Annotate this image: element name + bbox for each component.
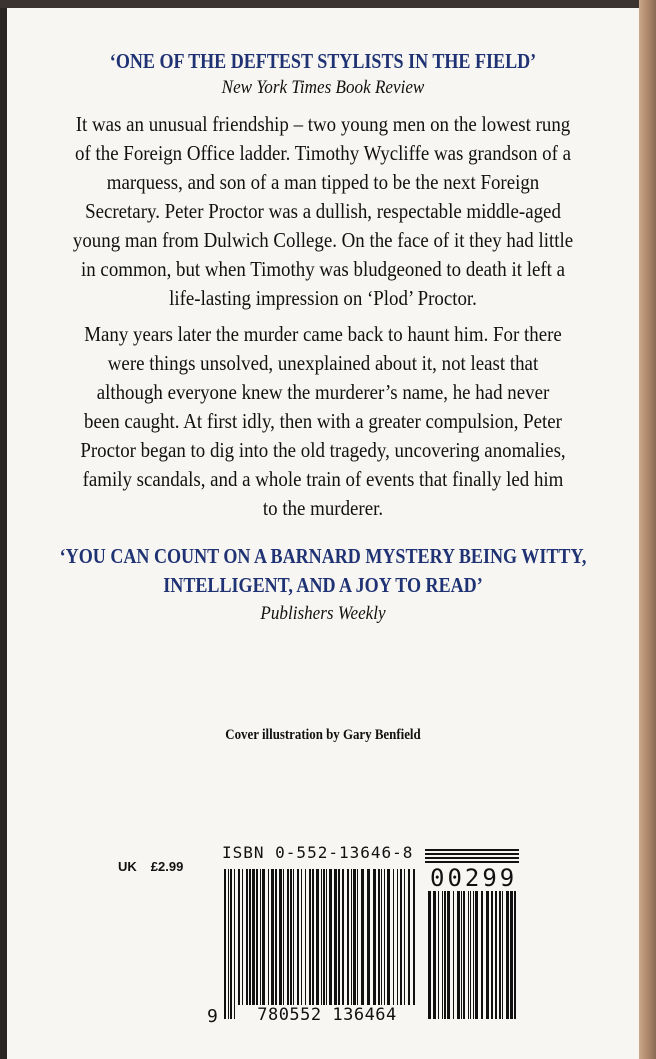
blurb-line: were things unsolved, unexplained about it, not least that [107, 351, 539, 375]
barcode-bar [334, 869, 337, 1019]
barcode-bar [481, 891, 483, 1019]
barcode-bar [260, 869, 261, 1019]
barcode-bar [468, 891, 469, 1019]
blurb-paragraph-1 [7, 110, 639, 313]
barcode-bar [473, 891, 474, 1019]
barcode-bar [252, 869, 255, 1019]
barcode-bar [271, 869, 274, 1019]
barcode-bar [413, 869, 415, 1019]
barcode-bar [242, 869, 243, 1019]
barcode-bar [495, 891, 497, 1019]
barcode-bar [408, 869, 410, 1019]
blurb-line: Many years later the murder came back to haunt him. For there [84, 322, 562, 346]
barcode-bar [323, 869, 325, 1019]
top-review-quote: ‘ONE OF THE DEFTEST STYLISTS IN THE FIELD’ [109, 49, 537, 73]
barcode-bar [297, 869, 299, 1019]
barcode-bar [312, 869, 314, 1019]
barcode-bar [249, 869, 251, 1019]
blurb-line: It was an unusual friendship – two young men on the lowest rung [75, 112, 571, 136]
blurb-line: although everyone knew the murderer’s name, he had never [96, 380, 550, 404]
barcode-bar [268, 869, 269, 1019]
barcode-bar [384, 869, 385, 1019]
blurb-line: marquess, and son of a man tipped to be the next Foreign [106, 170, 540, 194]
barcode-bar [447, 891, 450, 1019]
barcode-bar [279, 869, 282, 1019]
blurb-paragraph-2 [7, 320, 639, 523]
barcode-bar [309, 869, 311, 1019]
barcode-bar [457, 891, 460, 1019]
barcode-bar [347, 869, 349, 1019]
barcode-bar [428, 891, 431, 1019]
bottom-review-source: Publishers Weekly [260, 603, 386, 624]
barcode-bar [438, 891, 439, 1019]
ean-barcode [224, 869, 418, 1019]
top-review-source: New York Times Book Review [221, 77, 425, 98]
barcode-bar [444, 891, 446, 1019]
barcode-bar [301, 869, 302, 1019]
ean-digits-text: 780552 136464 [257, 1005, 397, 1025]
barcode-bar [361, 869, 364, 1019]
barcode-bar [499, 891, 501, 1019]
barcode-bar [228, 869, 229, 1019]
price-region: UK [118, 859, 137, 874]
barcode-bar [506, 891, 509, 1019]
bottom-review-quote-line-1: ‘YOU CAN COUNT ON A BARNARD MYSTERY BEING WITTY, [59, 544, 587, 568]
barcode-bar [262, 869, 265, 1019]
blurb-line: young man from Dulwich College. On the face of it they had little [72, 228, 574, 252]
barcode-bar [453, 891, 454, 1019]
isbn-text: ISBN 0-552-13646-8 [222, 843, 414, 862]
barcode-bar [290, 869, 292, 1019]
barcode-bar [256, 869, 258, 1019]
barcode-bar [338, 869, 340, 1019]
book-spine-edge [639, 0, 656, 1059]
barcode-bar [387, 869, 390, 1019]
barcode-bar [234, 869, 235, 1019]
barcode-bar [491, 891, 493, 1019]
barcode-bar [510, 891, 513, 1019]
bottom-review-quote-line-2: INTELLIGENT, AND A JOY TO READ’ [163, 573, 483, 597]
blurb-line: in common, but when Timothy was bludgeoned to death it left a [80, 257, 566, 281]
ean-first-digit: 9 [207, 1006, 218, 1027]
blurb-line: life-lasting impression on ‘Plod’ Proctor. [169, 286, 477, 310]
barcode-bar [351, 869, 352, 1019]
barcode-bar [514, 891, 516, 1019]
barcode-bar [326, 869, 327, 1019]
blurb-line: to the murderer. [262, 496, 384, 520]
barcode-bar [461, 891, 462, 1019]
addon-number: 00299 [430, 864, 518, 892]
book-top-edge [0, 0, 656, 8]
barcode-bar [400, 869, 402, 1019]
barcode-bar [442, 891, 443, 1019]
barcode-bar [230, 869, 232, 1019]
price-amount: £2.99 [150, 859, 184, 874]
barcode-bar [353, 869, 356, 1019]
barcode-bar [486, 891, 489, 1019]
barcode-bar [397, 869, 398, 1019]
blurb-line: been caught. At first idly, then with a greater compulsion, Peter [84, 409, 562, 433]
barcode-bar [224, 869, 226, 1019]
isbn-rule-lines [425, 849, 519, 863]
barcode-bar [305, 869, 306, 1019]
barcode-bar [433, 891, 436, 1019]
addon-barcode [428, 891, 520, 1019]
barcode-bar [316, 869, 319, 1019]
barcode-bar [381, 869, 382, 1019]
ean-digits [236, 1005, 418, 1025]
barcode-bar [470, 891, 471, 1019]
blurb-line: of the Foreign Office ladder. Timothy Wycliffe was grandson of a [75, 141, 571, 165]
barcode-bar [357, 869, 358, 1019]
blurb-line: Proctor began to dig into the old tragedy, uncovering anomalies, [80, 438, 566, 462]
blurb-line: family scandals, and a whole train of events that finally led him [82, 467, 564, 491]
barcode-bar [275, 869, 277, 1019]
barcode-bar [238, 869, 240, 1019]
barcode-bar [393, 869, 394, 1019]
barcode-bar [367, 869, 370, 1019]
illustration-credit: Cover illustration by Gary Benfield [225, 727, 421, 743]
barcode-bar [246, 869, 248, 1019]
barcode-bar [463, 891, 465, 1019]
barcode-bar [342, 869, 344, 1019]
barcode-bar [287, 869, 289, 1019]
barcode-bar [373, 869, 376, 1019]
barcode-bar [283, 869, 284, 1019]
barcode-bar [404, 869, 405, 1019]
barcode-bar [502, 891, 503, 1019]
price-label [118, 859, 197, 874]
barcode-bar [293, 869, 294, 1019]
barcode-bar [321, 869, 322, 1019]
blurb-line: Secretary. Peter Proctor was a dullish, respectable middle-aged [85, 199, 561, 223]
barcode-bar [378, 869, 380, 1019]
barcode-bar [329, 869, 332, 1019]
barcode-bar [475, 891, 478, 1019]
